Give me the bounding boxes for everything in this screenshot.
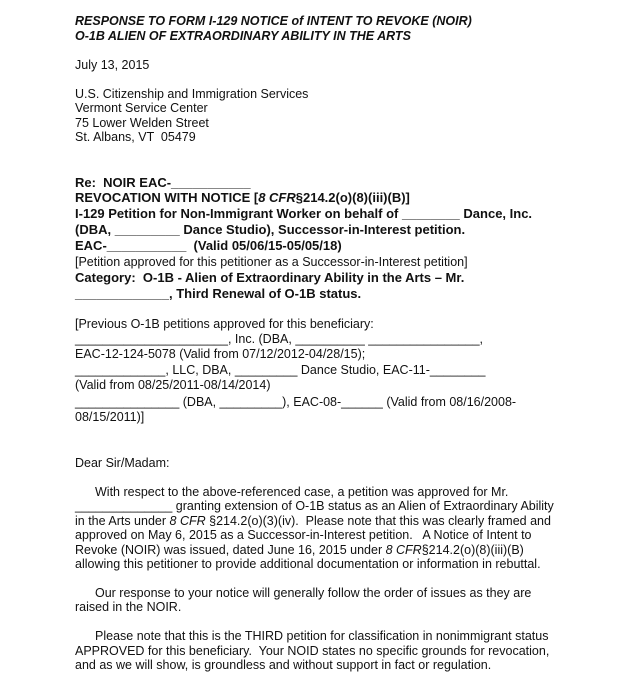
letter-date: July 13, 2015 [75, 58, 150, 72]
recipient-line-4: St. Albans, VT 05479 [75, 130, 196, 144]
paragraph-1-line-5-cite: 8 CFR [385, 543, 422, 557]
re-line-2-cite: 8 CFR [258, 190, 296, 205]
paragraph-3-line-2: APPROVED for this beneficiary. Your NOID states no specific grounds for revocation, [75, 644, 550, 658]
paragraph-1-line-6: allowing this petitioner to provide additional documentation or information in rebuttal. [75, 557, 541, 571]
re-line-6: [Petition approved for this petitioner as a Successor-in-Interest petition] [75, 255, 468, 269]
paragraph-1-line-5-a: Revoke (NOIR) was issued, dated June 16, 2015 under [75, 543, 386, 557]
previous-line-7: 08/15/2011)] [75, 410, 145, 424]
header-line-2: O-1B ALIEN OF EXTRAORDINARY ABILITY IN THE ARTS [75, 29, 411, 43]
paragraph-1-line-5-b: §214.2(o)(8)(iii)(B) [421, 543, 524, 557]
paragraph-1-line-3-b: §214.2(o)(3)(iv). Please note that this was clearly framed and [205, 514, 551, 528]
previous-line-6: _______________ (DBA, _________), EAC-08-______ (Valid from 08/16/2008- [75, 395, 517, 409]
paragraph-3-line-1: Please note that this is the THIRD petition for classification in nonimmigrant status [95, 629, 549, 643]
re-line-3: I-129 Petition for Non-Immigrant Worker on behalf of ________ Dance, Inc. [75, 206, 533, 221]
paragraph-2-line-1: Our response to your notice will generally follow the order of issues as they are [95, 586, 532, 600]
paragraph-1-line-3 [75, 514, 551, 529]
re-line-1: Re: NOIR EAC-___________ [75, 175, 251, 190]
paragraph-3-line-3: and as we will show, is groundless and without support in fact or regulation. [75, 658, 492, 672]
paragraph-2-line-2: raised in the NOIR. [75, 600, 182, 614]
header-line-1: RESPONSE TO FORM I-129 NOTICE of INTENT TO REVOKE (NOIR) [75, 14, 472, 28]
re-line-5: EAC-___________ (Valid 05/06/15-05/05/18) [75, 238, 342, 253]
re-line-8: _____________, Third Renewal of O-1B status. [75, 286, 362, 301]
re-line-2-a: REVOCATION WITH NOTICE [ [75, 190, 259, 205]
previous-line-3: EAC-12-124-5078 (Valid from 07/12/2012-04/28/15); [75, 347, 366, 361]
paragraph-1-line-3-a: in the Arts under [75, 514, 170, 528]
re-line-7: Category: O-1B - Alien of Extraordinary Ability in the Arts – Mr. [75, 270, 465, 285]
paragraph-1-line-1: With respect to the above-referenced case, a petition was approved for Mr. [95, 485, 509, 499]
previous-line-4: _____________, LLC, DBA, _________ Dance Studio, EAC-11-________ [75, 363, 486, 377]
previous-line-5: (Valid from 08/25/2011-08/14/2014) [75, 378, 271, 392]
recipient-line-1: U.S. Citizenship and Immigration Services [75, 87, 309, 101]
previous-line-2: ______________________, Inc. (DBA, __________ ________________, [75, 332, 484, 346]
previous-line-1: [Previous O-1B petitions approved for this beneficiary: [75, 317, 374, 331]
re-line-2-b: §214.2(o)(8)(iii)(B)] [295, 190, 410, 205]
salutation: Dear Sir/Madam: [75, 456, 170, 470]
recipient-line-3: 75 Lower Welden Street [75, 116, 209, 130]
paragraph-1-line-4: approved on May 6, 2015 as a Successor-in-Interest petition. A Notice of Intent to [75, 528, 532, 542]
paragraph-1-line-3-cite: 8 CFR [169, 514, 206, 528]
recipient-line-2: Vermont Service Center [75, 101, 208, 115]
paragraph-1-line-2: ______________ granting extension of O-1B status as an Alien of Extraordinary Ability [75, 499, 554, 513]
paragraph-1-line-5 [75, 543, 524, 558]
re-line-2 [75, 190, 410, 205]
re-line-4: (DBA, _________ Dance Studio), Successor-in-Interest petition. [75, 222, 466, 237]
